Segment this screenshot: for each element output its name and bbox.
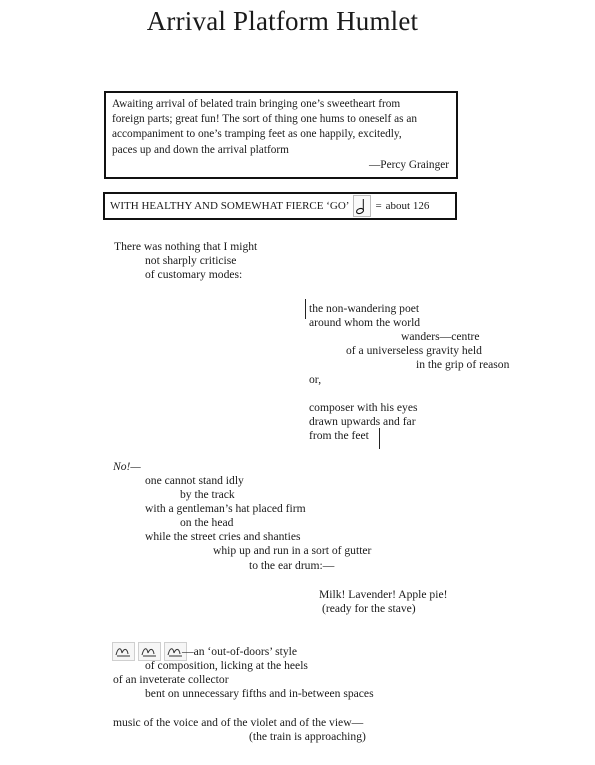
- tempo-marking: [103, 192, 457, 220]
- epigraph-line: Awaiting arrival of belated train bringing one’s sweetheart from: [112, 98, 401, 110]
- poem-exclamation: No!—: [113, 460, 141, 473]
- poem-line: with a gentleman’s hat placed firm: [145, 502, 306, 515]
- poem-line: music of the voice and of the violet and of the view—: [113, 716, 364, 729]
- epigraph-line: accompaniment to one’s tramping feet as one happily, excitedly,: [112, 128, 402, 141]
- poem-line: around whom the world: [309, 316, 421, 329]
- poem-line: of an inveterate collector: [113, 673, 229, 686]
- poem-line: of a universeless gravity held: [346, 344, 482, 357]
- poem-line: —an ‘out-of-doors’ style: [182, 645, 298, 658]
- music-notation-glyph-icon: [112, 642, 135, 661]
- poem-line: in the grip of reason: [416, 358, 510, 371]
- poem-line: drawn upwards and far: [309, 415, 416, 428]
- poem-line: from the feet: [309, 429, 369, 442]
- page-title: Arrival Platform Humlet: [146, 6, 419, 36]
- poem-line: on the head: [180, 516, 234, 529]
- poem-line: the non-wandering poet: [309, 302, 420, 315]
- half-note-icon: [353, 195, 371, 217]
- epigraph-line: paces up and down the arrival platform: [112, 143, 289, 156]
- poem-line: whip up and run in a sort of gutter: [213, 544, 372, 557]
- poem-line: or,: [309, 373, 322, 386]
- tempo-equals: =: [375, 200, 382, 212]
- epigraph-line: foreign parts; great fun! The sort of thing one hums to oneself as an: [112, 113, 418, 126]
- poem-line: while the street cries and shanties: [145, 530, 301, 543]
- poem-line: Milk! Lavender! Apple pie!: [319, 588, 448, 601]
- right-bracket-bar: [379, 428, 380, 449]
- poem-line: to the ear drum:—: [249, 559, 335, 572]
- poem-line: not sharply criticise: [145, 254, 237, 267]
- epigraph-attribution: —Percy Grainger: [369, 158, 449, 171]
- poem-line: wanders—centre: [401, 330, 480, 343]
- epigraph-box: [104, 91, 458, 179]
- poem-line: (the train is approaching): [249, 730, 366, 743]
- poem-line: by the track: [180, 488, 235, 501]
- poem-line: one cannot stand idly: [145, 474, 244, 487]
- poem-line: of customary modes:: [145, 268, 243, 281]
- tempo-text: WITH HEALTHY AND SOMEWHAT FIERCE ‘GO’: [110, 200, 350, 212]
- left-bracket-bar: [305, 299, 306, 319]
- poem-line: composer with his eyes: [309, 401, 418, 414]
- poem-line: bent on unnecessary fifths and in-between spaces: [145, 687, 374, 700]
- tempo-bpm: about 126: [385, 200, 430, 212]
- poem-line: There was nothing that I might: [114, 240, 258, 253]
- poem-line: of composition, licking at the heels: [145, 659, 308, 672]
- poem-line: (ready for the stave): [322, 602, 416, 615]
